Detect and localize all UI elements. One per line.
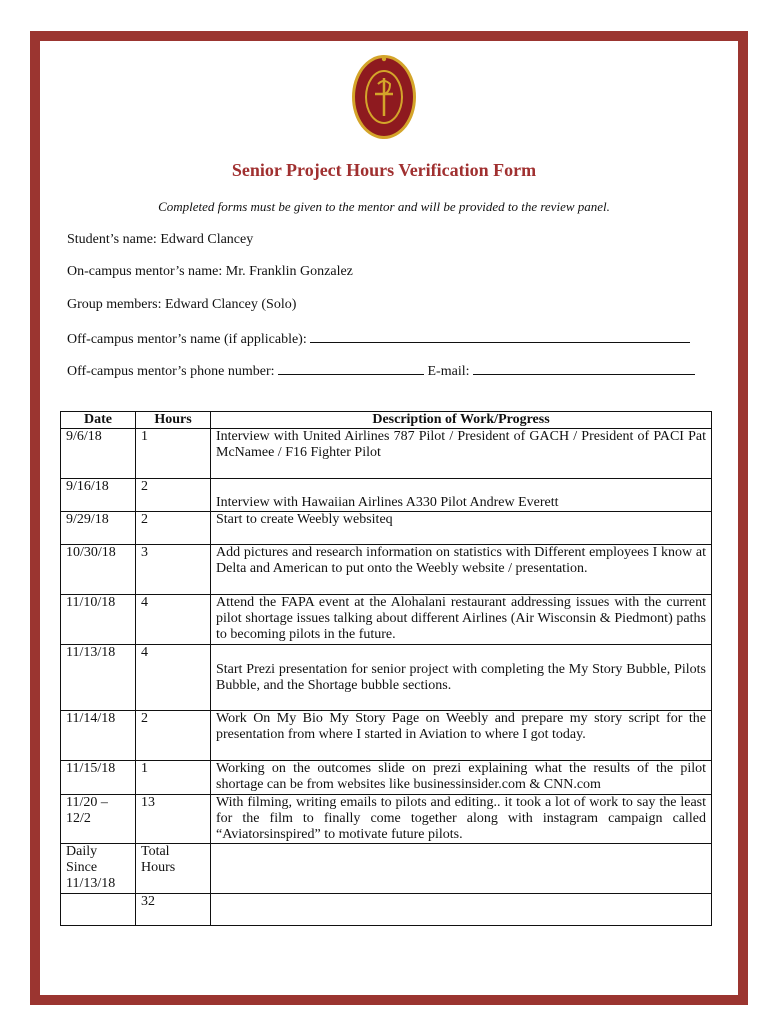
on-campus-mentor-line: On-campus mentor’s name: Mr. Franklin Gonzalez	[67, 264, 353, 279]
form-subtitle: Completed forms must be given to the mentor and will be provided to the review panel.	[158, 199, 610, 214]
table-row	[61, 761, 712, 795]
cell-description	[211, 894, 712, 926]
cell-date: 11/15/18	[61, 761, 136, 795]
cell-date: 11/20 – 12/2	[61, 795, 136, 844]
cell-hours: Total Hours	[136, 844, 211, 894]
off-campus-mentor-name-field[interactable]	[310, 330, 690, 343]
table-row	[61, 645, 712, 711]
off-campus-mentor-phone-field[interactable]	[278, 362, 424, 375]
off-campus-mentor-phone-line	[67, 362, 695, 380]
cell-date: 9/29/18	[61, 512, 136, 545]
cell-hours: 2	[136, 512, 211, 545]
cell-date	[61, 894, 136, 926]
cell-hours: 2	[136, 479, 211, 512]
cell-description: With filming, writing emails to pilots and editing.. it took a lot of work to say the least for the film to finally come together along with instagram campaign called “Aviatorsinspired” to motivate future pilots.	[211, 795, 712, 844]
table-row	[61, 844, 712, 894]
student-name-line: Student’s name: Edward Clancey	[67, 232, 254, 247]
header-hours: Hours	[136, 412, 211, 429]
cell-description: Add pictures and research information on statistics with Different employees I know at Delta and American to put onto the Weebly website / presentation.	[211, 545, 712, 595]
table-row	[61, 429, 712, 479]
cell-description: Start Prezi presentation for senior project with completing the My Story Bubble, Pilots Bubble, and the Shortage bubble sections.	[211, 645, 712, 711]
table-row	[61, 795, 712, 844]
cell-description: Start to create Weebly websiteq	[211, 512, 712, 545]
table-row	[61, 545, 712, 595]
cell-date: 9/6/18	[61, 429, 136, 479]
cell-hours: 13	[136, 795, 211, 844]
cell-date: 9/16/18	[61, 479, 136, 512]
header-date: Date	[61, 412, 136, 429]
cell-hours: 4	[136, 595, 211, 645]
cell-description: Attend the FAPA event at the Alohalani restaurant addressing issues with the current pilot shortage issues talking about different Airlines (Air Wisconsin & Piedmont) paths to becoming pilots in the future.	[211, 595, 712, 645]
cell-hours: 1	[136, 429, 211, 479]
cell-description: Interview with United Airlines 787 Pilot / President of GACH / President of PACI Pat McNamee / F16 Fighter Pilot	[211, 429, 712, 479]
school-seal-logo	[351, 54, 417, 140]
cell-date: 10/30/18	[61, 545, 136, 595]
form-title: Senior Project Hours Verification Form	[231, 160, 537, 180]
cell-date: 11/10/18	[61, 595, 136, 645]
header-description: Description of Work/Progress	[211, 412, 712, 429]
group-members-line: Group members: Edward Clancey (Solo)	[67, 297, 297, 312]
cell-hours: 32	[136, 894, 211, 926]
table-row	[61, 512, 712, 545]
cell-description: Work On My Bio My Story Page on Weebly and prepare my story script for the presentation from where I started in Aviation to where I got today.	[211, 711, 712, 761]
table-row	[61, 479, 712, 512]
cell-hours: 3	[136, 545, 211, 595]
off-campus-mentor-name-line	[67, 330, 690, 348]
off-campus-mentor-name-label: Off-campus mentor’s name (if applicable):	[67, 332, 307, 347]
table-header-row	[61, 412, 712, 429]
table-row	[61, 595, 712, 645]
cell-hours: 1	[136, 761, 211, 795]
cell-date: Daily Since 11/13/18	[61, 844, 136, 894]
cell-hours: 4	[136, 645, 211, 711]
cell-date: 11/14/18	[61, 711, 136, 761]
cell-hours: 2	[136, 711, 211, 761]
email-label: E-mail:	[427, 364, 470, 379]
cell-description: Working on the outcomes slide on prezi explaining what the results of the pilot shortage can be from websites like businessinsider.com & CNN.com	[211, 761, 712, 795]
table-row	[61, 894, 712, 926]
table-row	[61, 711, 712, 761]
hours-log-table	[60, 411, 712, 926]
cell-description: Interview with Hawaiian Airlines A330 Pilot Andrew Everett	[211, 479, 712, 512]
cell-date: 11/13/18	[61, 645, 136, 711]
email-field[interactable]	[473, 362, 695, 375]
cell-description	[211, 844, 712, 894]
off-campus-mentor-phone-label: Off-campus mentor’s phone number:	[67, 364, 275, 379]
